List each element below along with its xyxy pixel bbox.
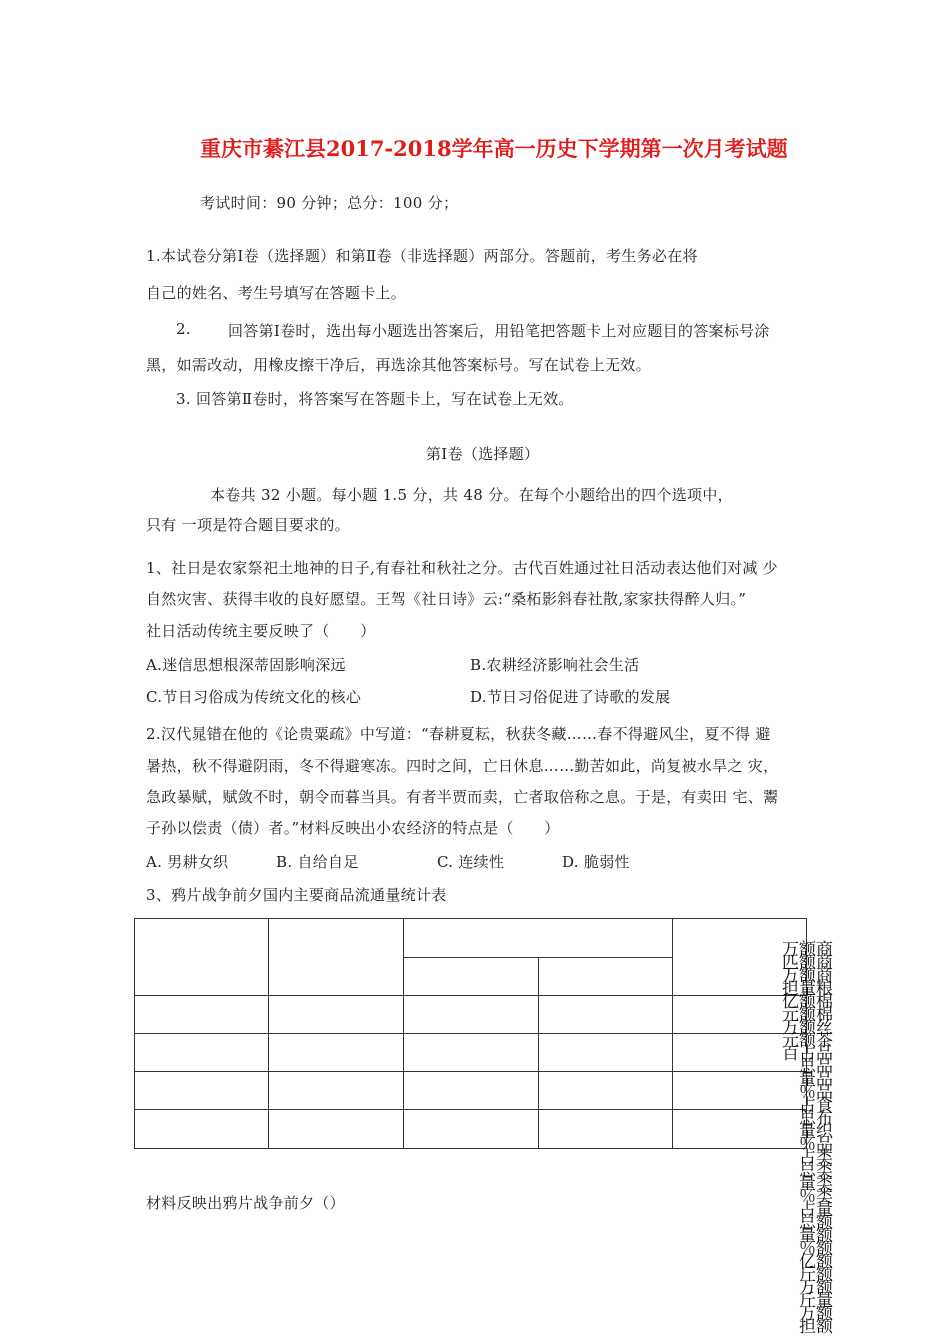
question-2-option-a: A. 男耕女织 bbox=[146, 853, 229, 871]
table-header-cell bbox=[269, 919, 404, 996]
section-1-desc-line-2: 只有 一项是符合题目要求的。 bbox=[146, 516, 350, 534]
question-2-line-2: 暑热，秋不得避阴雨，冬不得避寒冻。四时之间，亡日休息……勤苦如此，尚复被水旱之 灾， bbox=[146, 757, 779, 775]
instruction-2-line-1: 回答第Ⅰ卷时，选出每小题选出答案后，用铅笔把答题卡上对应题目的答案标号涂 bbox=[228, 322, 770, 340]
question-1-line-1: 1、社日是农家祭祀土地神的日子,有春社和秋社之分。古代百姓通过社日活动表达他们对减 少 bbox=[146, 559, 778, 577]
question-3-stem: 材料反映出鸦片战争前夕（） bbox=[146, 1194, 345, 1212]
table-subheader-cell bbox=[538, 958, 672, 996]
table-cell bbox=[672, 1072, 806, 1110]
table-cell bbox=[404, 1034, 538, 1072]
section-1-heading: 第Ⅰ卷（选择题） bbox=[426, 445, 540, 463]
question-1-option-b: B.农耕经济影响社会生活 bbox=[470, 656, 640, 674]
table-row bbox=[135, 1072, 807, 1110]
table-row bbox=[135, 1034, 807, 1072]
table-cell bbox=[135, 1034, 269, 1072]
table-subheader-cell bbox=[404, 958, 538, 996]
question-2-option-b: B. 自给自足 bbox=[276, 853, 359, 871]
question-3-line-1: 3、鸦片战争前夕国内主要商品流通量统计表 bbox=[146, 886, 447, 904]
table-cell bbox=[404, 1072, 538, 1110]
instruction-2-number: 2. bbox=[176, 320, 191, 338]
exam-info: 考试时间：90 分钟；总分：100 分； bbox=[200, 194, 459, 212]
question-2-option-c: C. 连续性 bbox=[437, 853, 505, 871]
table-cell bbox=[269, 1072, 404, 1110]
overflowing-table-text: 商商商粮棉棉丝茶品品品品食布织品类类类类量额额额额额额量额额额额额量额额额额占总量％占总量％占总量％占总量％亿斤万斤万担万匹万担亿元万元百 bbox=[778, 940, 832, 1330]
question-2-option-d: D. 脆弱性 bbox=[562, 853, 630, 871]
instruction-3: 3. 回答第Ⅱ卷时，将答案写在答题卡上，写在试卷上无效。 bbox=[176, 390, 574, 408]
table-cell bbox=[404, 1110, 538, 1149]
instruction-2-line-2: 黑，如需改动，用橡皮擦干净后，再选涂其他答案标号。写在试卷上无效。 bbox=[146, 356, 651, 374]
table-row bbox=[135, 1110, 807, 1149]
table-cell bbox=[135, 1072, 269, 1110]
table-cell bbox=[538, 996, 672, 1034]
table-cell bbox=[135, 1110, 269, 1149]
question-1-option-c: C.节日习俗成为传统文化的核心 bbox=[146, 688, 362, 706]
table-cell bbox=[672, 1110, 806, 1149]
question-2-line-1: 2.汉代晁错在他的《论贵粟疏》中写道：“春耕夏耘，秋获冬藏……春不得避风尘，夏不得 避 bbox=[146, 725, 771, 743]
table-cell bbox=[538, 1034, 672, 1072]
table-cell bbox=[538, 1072, 672, 1110]
instruction-1-line-1: 1.本试卷分第Ⅰ卷（选择题）和第Ⅱ卷（非选择题）两部分。答题前，考生务必在将 bbox=[146, 247, 698, 265]
section-1-desc-line-1: 本卷共 32 小题。每小题 1.5 分，共 48 分。在每个小题给出的四个选项中， bbox=[210, 486, 733, 504]
question-1-option-d: D.节日习俗促进了诗歌的发展 bbox=[470, 688, 671, 706]
table-row bbox=[135, 996, 807, 1034]
table-header-cell bbox=[404, 919, 672, 958]
instruction-1-line-2: 自己的姓名、考生号填写在答题卡上。 bbox=[146, 284, 407, 302]
question-2-line-4: 子孙以偿责（债）者。”材料反映出小农经济的特点是（ ） bbox=[146, 819, 560, 837]
table-cell bbox=[538, 1110, 672, 1149]
question-1-line-2: 自然灾害、获得丰收的良好愿望。王驾《社日诗》云:“桑柘影斜春社散,家家扶得醉人归。” bbox=[146, 590, 747, 608]
table-header-cell bbox=[135, 919, 269, 996]
table-cell bbox=[269, 1034, 404, 1072]
question-1-line-3: 社日活动传统主要反映了（ ） bbox=[146, 622, 376, 640]
table-cell bbox=[269, 996, 404, 1034]
question-2-line-3: 急政暴赋，赋敛不时，朝令而暮当具。有者半贾而卖，亡者取倍称之息。于是，有卖田 宅、鬻 bbox=[146, 788, 779, 806]
table-cell bbox=[269, 1110, 404, 1149]
commodity-circulation-table bbox=[134, 918, 807, 1149]
page-title: 重庆市綦江县2017-2018学年高一历史下学期第一次月考试题 bbox=[200, 136, 788, 161]
table-cell bbox=[404, 996, 538, 1034]
table-cell bbox=[135, 996, 269, 1034]
question-1-option-a: A.迷信思想根深蒂固影响深远 bbox=[146, 656, 346, 674]
